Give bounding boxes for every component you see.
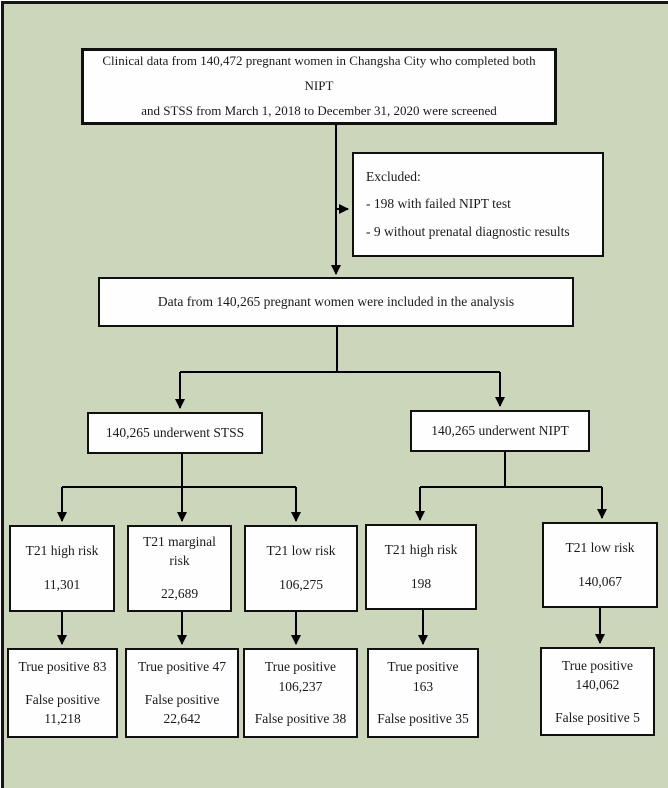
screened-box [81, 48, 557, 125]
risk-label-line: T21 high risk [384, 541, 458, 557]
excluded-box [352, 152, 604, 257]
true-positive-line: 163 [412, 678, 434, 694]
false-positive [377, 709, 469, 729]
risk-label [566, 539, 635, 558]
false-positive-line: False positive [144, 691, 220, 707]
false-positive-line: False positive 5 [555, 709, 640, 725]
nipt-branch-text: 140,265 underwent NIPT [431, 422, 569, 438]
excluded-item-2: - 9 without prenatal diagnostic results [366, 223, 570, 239]
result-nipt-low-box [540, 647, 655, 736]
included-box [98, 277, 574, 327]
stss-t21-low-risk-box [244, 525, 358, 612]
risk-label [385, 541, 458, 560]
screened-line-1: Clinical data from 140,472 pregnant women in Changsha City who completed both NIPT [102, 53, 536, 94]
risk-count: 106,275 [279, 577, 323, 592]
nipt-t21-low-risk-box [542, 522, 658, 608]
true-positive-line: True positive [264, 659, 337, 675]
risk-label [267, 542, 336, 561]
nipt-branch-box [410, 410, 590, 452]
true-positive-line: True positive 83 [18, 659, 107, 675]
false-positive [555, 708, 640, 728]
excluded-title: Excluded: [366, 168, 421, 184]
stss-branch-text: 140,265 underwent STSS [105, 424, 245, 440]
result-nipt-high-box [367, 648, 479, 738]
false-positive-line: 22,642 [163, 711, 201, 727]
false-positive-line: False positive 35 [377, 711, 469, 727]
true-positive [138, 657, 226, 677]
risk-count: 140,067 [578, 573, 622, 589]
included-text: Data from 140,265 pregnant women were included in the analysis [157, 293, 515, 309]
true-positive-line: 140,062 [575, 677, 620, 693]
true-positive [265, 657, 336, 696]
risk-label-line: T21 marginal [143, 533, 216, 549]
risk-count: 11,301 [43, 577, 81, 592]
true-positive [387, 657, 458, 696]
false-positive [25, 690, 100, 729]
result-stss-low-box [243, 648, 358, 738]
false-positive-line: False positive [25, 691, 100, 707]
false-positive [255, 709, 347, 729]
true-positive-line: True positive [387, 659, 459, 675]
nipt-t21-high-risk-box [365, 524, 477, 610]
risk-label [143, 533, 216, 571]
risk-count: 22,689 [160, 586, 199, 602]
risk-label-line: risk [169, 552, 190, 568]
screened-line-2: and STSS from March 1, 2018 to December 31, 2020 were screened [141, 102, 497, 118]
true-positive-line: True positive 47 [137, 659, 226, 675]
false-positive [145, 690, 220, 729]
risk-label-line: T21 low risk [266, 543, 336, 559]
stss-t21-marginal-risk-box [127, 525, 232, 612]
risk-label [26, 542, 99, 561]
false-positive-line: False positive 38 [254, 711, 347, 727]
true-positive-line: 106,237 [278, 678, 323, 694]
true-positive [18, 657, 106, 677]
stss-t21-high-risk-box [9, 525, 115, 612]
false-positive-line: 11,218 [44, 711, 81, 727]
stss-branch-box [87, 412, 263, 454]
risk-label-line: T21 low risk [565, 539, 635, 555]
risk-label-line: T21 high risk [25, 543, 99, 559]
true-positive [562, 656, 633, 695]
risk-count: 198 [410, 575, 432, 591]
result-stss-marginal-box [125, 648, 239, 738]
true-positive-line: True positive [561, 657, 634, 673]
excluded-item-1: - 198 with failed NIPT test [366, 196, 511, 212]
result-stss-high-box [7, 648, 118, 738]
